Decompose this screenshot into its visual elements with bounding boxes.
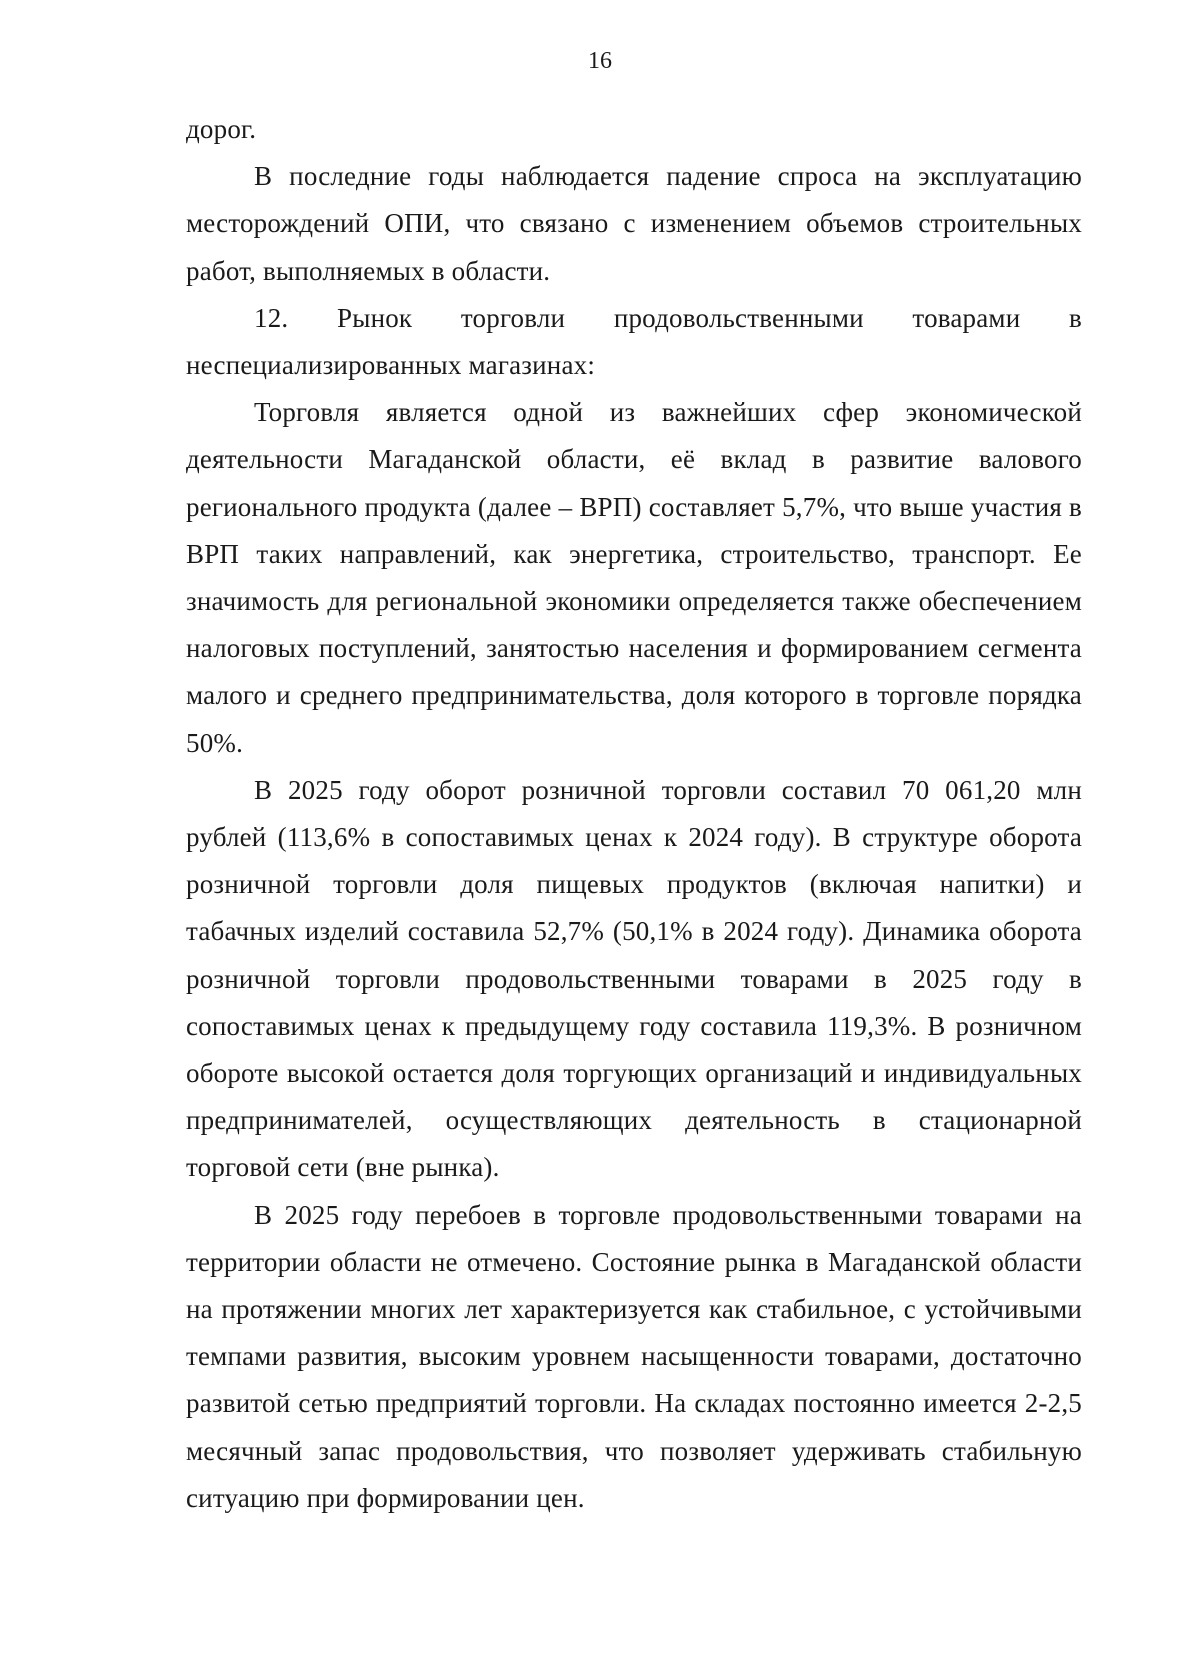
section-heading-12: 12. Рынок торговли продовольственными товарами в (254, 302, 1082, 333)
paragraph-continuation: дорог. (186, 114, 257, 144)
paragraph-retail-turnover: В 2025 году оборот розничной торговли составил 70 061,20 млн рублей (113,6% в сопоставимых ценах к 2024 году). В структуре оборота розничной торговли доля пищевых продуктов (включая напитки) и табачных изделий составила 52,7% (50,1% в 2024 году). Динамика оборота розничной торговли продовольственными товарами в 2025 году в сопоставимых ценах к предыдущему году составила 119,3%. В розничном обороте высокой остается доля торгующих организаций и индивидуальных предпринимателей, осуществляющих деятельность в стационарной торговой сети (вне рынка). (186, 774, 1082, 1183)
document-body (186, 106, 1082, 1522)
page-number: 16 (588, 48, 612, 74)
paragraph-opi-demand: В последние годы наблюдается падение спроса на эксплуатацию месторождений ОПИ, что связано с изменением объемов строительных работ, выполняемых в области. (186, 161, 1082, 286)
paragraph-trade-importance: Торговля является одной из важнейших сфер экономической деятельности Магаданской области, её вклад в развитие валового регионального продукта (далее – ВРП) составляет 5,7%, что выше участия в ВРП таких направлений, как энергетика, строительство, транспорт. Ее значимость для региональной экономики определяется также обеспечением налоговых поступлений, занятостью населения и формированием сегмента малого и среднего предпринимательства, доля которого в торговле порядка 50%. (186, 397, 1082, 758)
paragraph-market-stability: В 2025 году перебоев в торговле продовольственными товарами на территории области не отмечено. Состояние рынка в Магаданской области на протяжении многих лет характеризуется как стабильное, с устойчивыми темпами развития, высоким уровнем насыщенности товарами, достаточно развитой сетью предприятий торговли. На складах постоянно имеется 2-2,5 месячный запас продовольствия, что позволяет удерживать стабильную ситуацию при формировании цен. (186, 1199, 1082, 1513)
section-heading-12-cont: неспециализированных магазинах: (186, 350, 596, 381)
